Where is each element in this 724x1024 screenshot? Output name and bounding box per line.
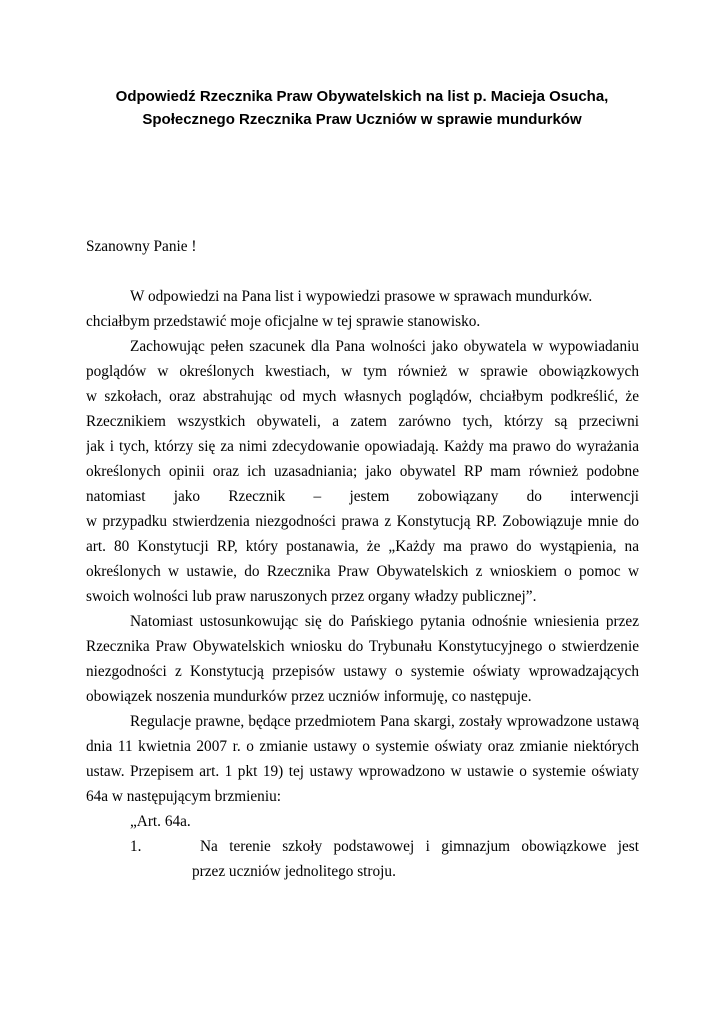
body-line: Rzecznikiem wszystkich obywateli, a zatem zarówno tych, którzy są przeciwni: [86, 413, 639, 430]
body-line: poglądów w określonych kwestiach, w tym również w sprawie obowiązkowych: [86, 363, 639, 380]
quote-heading: „Art. 64a.: [130, 813, 191, 830]
body-line: Regulacje prawne, będące przedmiotem Pana skargi, zostały wprowadzone ustawą: [130, 713, 639, 730]
body-line: swoich wolności lub praw naruszonych przez organy władzy publicznej”.: [86, 588, 537, 605]
body-line: w przypadku stwierdzenia niezgodności prawa z Konstytucją RP. Zobowiązuje mnie do: [86, 513, 639, 530]
body-line: w szkołach, oraz abstrahując od mych własnych poglądów, chciałbym podkreślić, że: [86, 388, 639, 405]
body-line: chciałbym przedstawić moje oficjalne w tej sprawie stanowisko.: [86, 313, 481, 330]
body-line: określonych opinii oraz ich uzasadniania; jako obywatel RP mam również podobne: [86, 463, 639, 480]
body-line: jak i tych, którzy się za nimi zdecydowanie opowiadają. Każdy ma prawo do wyrażania: [86, 438, 639, 455]
body-line: Natomiast ustosunkowując się do Pańskiego pytania odnośnie wniesienia przez: [130, 613, 639, 630]
document-title-line-1: Odpowiedź Rzecznika Praw Obywatelskich na list p. Macieja Osucha,: [115, 88, 609, 105]
salutation: Szanowny Panie !: [86, 238, 197, 255]
list-item-number: 1.: [130, 838, 142, 855]
list-item-text: Na terenie szkoły podstawowej i gimnazjum obowiązkowe jest: [200, 838, 639, 855]
body-line: niezgodności z Konstytucją przepisów ustawy o systemie oświaty wprowadzających: [86, 663, 639, 680]
body-line: W odpowiedzi na Pana list i wypowiedzi prasowe w sprawach mundurków.: [130, 288, 593, 305]
body-line: obowiązek noszenia mundurków przez uczniów informuję, co następuje.: [86, 688, 532, 705]
document-title-line-2: Społecznego Rzecznika Praw Uczniów w sprawie mundurków: [142, 111, 582, 128]
body-line: określonych w ustawie, do Rzecznika Praw Obywatelskich z wnioskiem o pomoc w: [86, 563, 639, 580]
body-line: natomiast jako Rzecznik – jestem zobowiązany do interwencji: [86, 488, 639, 505]
body-line: dnia 11 kwietnia 2007 r. o zmianie ustawy o systemie oświaty oraz zmianie niektórych: [86, 738, 639, 755]
body-line: Rzecznika Praw Obywatelskich wniosku do Trybunału Konstytucyjnego o stwierdzenie: [86, 638, 639, 655]
body-line: ustaw. Przepisem art. 1 pkt 19) tej ustawy wprowadzono w ustawie o systemie oświaty: [86, 763, 639, 780]
body-line: Zachowując pełen szacunek dla Pana wolności jako obywatela w wypowiadaniu: [130, 338, 639, 355]
body-line: art. 80 Konstytucji RP, który postanawia, że „Każdy ma prawo do wystąpienia, na: [86, 538, 639, 555]
body-line: 64a w następującym brzmieniu:: [86, 788, 281, 805]
list-item-continuation: przez uczniów jednolitego stroju.: [192, 863, 396, 880]
